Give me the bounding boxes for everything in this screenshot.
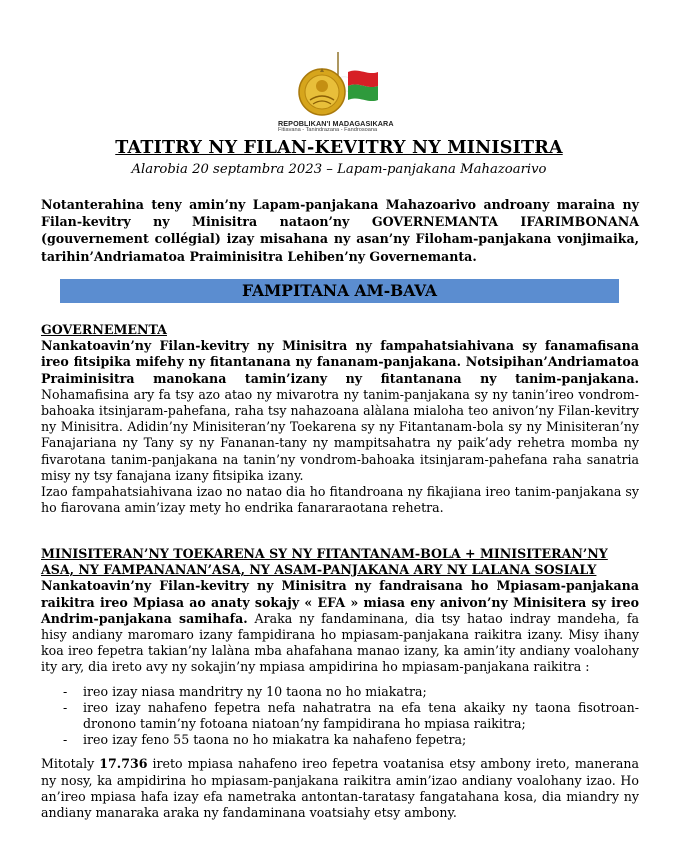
republic-name: REPOBLIKAN'I MADAGASIKARA [278, 119, 394, 128]
republic-motto: Fitiavana - Tanindrazana - Fandrosoana [278, 127, 378, 133]
section-paragraph [41, 756, 639, 821]
body-text: ireto mpiasa nahafeno ireo fepetra voatanisa etsy ambony ireto, manerana ny nosy, ka ampidirina ho mpiasam-panjakana raikitra amin’izao andiany voalohany izao. Ho an’ireo mpiasa hafa izay efa nametraka antontan-taratasy fangatahana kosa, dia miandry ny andiany manaraka araka ny fandaminana voatsiahy etsy ambony. [41, 756, 640, 821]
total-count: 17.736 [99, 756, 148, 772]
section-banner: FAMPITANA AM-BAVA [60, 279, 619, 303]
section-heading: GOVERNEMENTA [41, 322, 167, 337]
seal-and-flag-icon [270, 48, 410, 120]
list-item: - ireo izay feno 55 taona no ho miakatra ka nahafeno fepetra; [41, 732, 639, 748]
page-title: TATITRY NY FILAN-KEVITRY NY MINISITRA [115, 138, 563, 158]
criteria-list [41, 684, 639, 749]
intro-paragraph: Notanterahina teny amin’ny Lapam-panjakana Mahazoarivo androany maraina ny Filan-kevitry ny Minisitra nataon’ny GOVERNEMANTA IFARIMBONANA (gouvernement collégial) izay misahana ny asan’ny Filoham-panjakana vonjimaika, tarihin’Andriamatoa Praiminisitra Lehiben’ny Governemanta. [41, 197, 639, 264]
republic-logo [270, 48, 410, 134]
list-item: - ireo izay nahafeno fepetra nefa nahatratra na efa tena akaiky ny taona fisotroan-dronono tamin’ny fotoana niatoan’ny fampidirana ho mpiasa raikitra; [41, 700, 639, 732]
bold-statement: Nankatoavin’ny Filan-kevitry ny Minisitra ny fampahatsiahivana sy fanamafisana ireo fitsipika mifehy ny fitantanana ny fananam-panjakana. Notsipihan’Andriamatoa Praiminisitra manokana tamin’izany ny fitantanana ny tanim-panjakana. [41, 338, 639, 386]
bold-statement: Nankatoavin’ny Filan-kevitry ny Minisitra ny fandraisana ho Mpiasam-panjakana raikitra ireo Mpiasa ao anaty sokajy « EFA » miasa eny anivon’ny Minisitera sy ireo Andrim-panjakana samihafa. [41, 578, 639, 626]
body-text: Mitotaly [41, 756, 100, 772]
section-paragraph [41, 338, 639, 484]
section-ministries [41, 546, 639, 821]
body-text: Nohamafisina ary fa tsy azo atao ny mivarotra ny tanim-panjakana sy ny tanin’ireo vondrom-bahoaka itsinjaram-pahefana, raha tsy nahazoana alàlana mialoha teo anivon’ny Filan-kevitry ny Minisitra. Adidin’ny Minisiteran’ny Toekarena sy ny Fitantanam-bola sy ny Minisiteran’ny Fanajariana ny Tany sy ny Fananan-tany ny mampitsahatra ny paik’ady rehetra momba ny fivarotana tanim-panjakana na tanin’ny vondrom-bahoaka itsinjaram-pahefana raha sanatria misy ny tsy fanajana izany fitsipika izany. [41, 386, 639, 483]
date-line: Alarobia 20 septambra 2023 – Lapam-panjakana Mahazoarivo [131, 162, 547, 177]
section-paragraph [41, 578, 639, 675]
section-heading: MINISITERAN’NY TOEKARENA SY NY FITANTANAM-BOLA + MINISITERAN’NY ASA, NY FAMPANANAN’ASA, NY ASAM-PANJAKANA ARY NY LALANA SOSIALY [41, 546, 608, 578]
list-item: - ireo izay niasa mandritry ny 10 taona no ho miakatra; [41, 684, 639, 700]
body-text: Araka ny fandaminana, dia tsy hatao indray mandeha, fa hisy andiany maromaro izany fampidirana ho mpiasam-panjakana raikitra izany. Misy ihany koa ireo fepetra takian’ny lalàna mba ahafahana manao izany, ka amin’ity andiany voalohany ity ary, dia ireto avy ny sokajin’ny mpiasa ampidirina ho mpiasam-panjakana raikitra : [41, 610, 640, 675]
section-governemanta [41, 322, 639, 516]
section-paragraph: Izao fampahatsiahivana izao no natao dia ho fitandroana ny fikajiana ireo tanim-panjakana sy ho fiarovana amin’izay mety ho endrika fanararaotana rehetra. [41, 484, 639, 516]
